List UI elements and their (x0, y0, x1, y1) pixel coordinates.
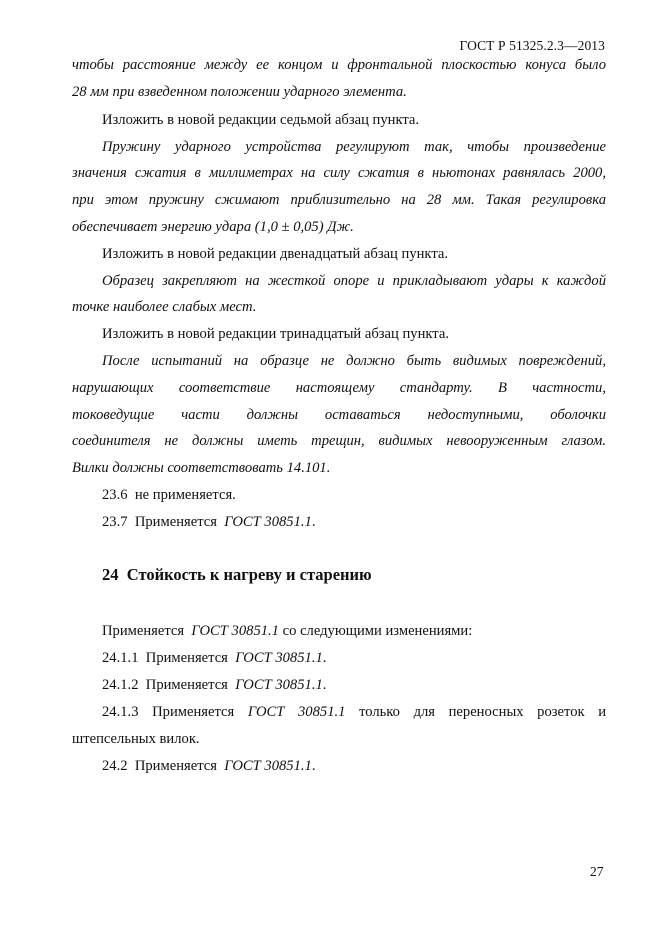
section-heading (102, 565, 372, 585)
clause-tail: . (322, 677, 327, 693)
standard-reference: ГОСТ 30851.1 (224, 514, 312, 530)
standard-reference: ГОСТ 30851.1 (247, 704, 346, 720)
clause-number: 24.1.2 (102, 677, 139, 693)
standard-reference: ГОСТ 30851.1 (235, 650, 323, 666)
page-number: 27 (590, 864, 604, 879)
instruction-line: Изложить в новой редакции двенадцатый абзац пункта. (102, 246, 449, 262)
document-code-header: ГОСТ Р 51325.2.3—2013 (459, 38, 605, 53)
text-line: 28 мм при взведенном положении ударного элемента. (72, 84, 407, 100)
clause-number: 23.7 (102, 514, 128, 530)
standard-reference: ГОСТ 30851.1 (191, 623, 279, 639)
text-line: После испытаний на образце не должно быть видимых повреждений, (102, 353, 606, 369)
section-title: Стойкость к нагреву и старению (126, 565, 372, 584)
clause-tail: . (311, 514, 316, 530)
clause-24-1-3 (102, 703, 606, 721)
clause-24-2 (102, 757, 606, 775)
clause-text: Применяется (145, 650, 228, 666)
clause-number: 24.2 (102, 758, 128, 774)
clause-24-1-3-continuation: штепсельных вилок. (72, 731, 200, 747)
text-line: чтобы расстояние между ее концом и фронтальной плоскостью конуса было (72, 57, 606, 73)
text-line: Вилки должны соответствовать 14.101. (72, 460, 331, 476)
clause-number: 23.6 (102, 487, 128, 503)
standard-reference: ГОСТ 30851.1 (235, 677, 323, 693)
clause-23-6 (102, 486, 606, 504)
clause-text: Применяется (134, 514, 217, 530)
standard-reference: ГОСТ 30851.1 (224, 758, 312, 774)
clause-text: Применяется (145, 677, 228, 693)
clause-24-1-2 (102, 676, 606, 694)
clause-tail: . (322, 650, 327, 666)
text-line: значения сжатия в миллиметрах на силу сжатия в ньютонах равнялась 2000, (72, 165, 606, 181)
text-line: при этом пружину сжимают приблизительно на 28 мм. Такая регулировка (72, 192, 606, 208)
section-intro (102, 622, 606, 640)
text-line: Образец закрепляют на жесткой опоре и прикладывают удары к каждой (102, 273, 606, 289)
text-line: точке наиболее слабых мест. (72, 299, 257, 315)
clause-text: Применяется (134, 758, 217, 774)
clause-tail: . (311, 758, 316, 774)
instruction-line: Изложить в новой редакции седьмой абзац пункта. (102, 112, 420, 128)
text-line: нарушающих соответствие настоящему стандарту. В частности, (72, 380, 606, 396)
clause-tail: со следующими изменениями: (282, 623, 473, 639)
text-line: токоведущие части должны оставаться недоступными, оболочки (72, 407, 606, 423)
clause-number: 24.1.3 (102, 704, 139, 720)
clause-text: не применяется. (134, 487, 236, 503)
clause-23-7 (102, 513, 606, 531)
clause-text: Применяется (152, 704, 235, 720)
clause-24-1-1 (102, 649, 606, 667)
text-line: соединителя не должны иметь трещин, видимых невооруженным глазом. (72, 433, 606, 449)
text-line: обеспечивает энергию удара (1,0 ± 0,05) Дж. (72, 219, 354, 235)
instruction-line: Изложить в новой редакции тринадцатый абзац пункта. (102, 326, 449, 342)
clause-text: Применяется (102, 623, 185, 639)
clause-number: 24.1.1 (102, 650, 139, 666)
text-line: Пружину ударного устройства регулируют так, чтобы произведение (102, 139, 606, 155)
section-number: 24 (102, 565, 119, 584)
clause-tail: только для переносных розеток и (359, 704, 607, 720)
